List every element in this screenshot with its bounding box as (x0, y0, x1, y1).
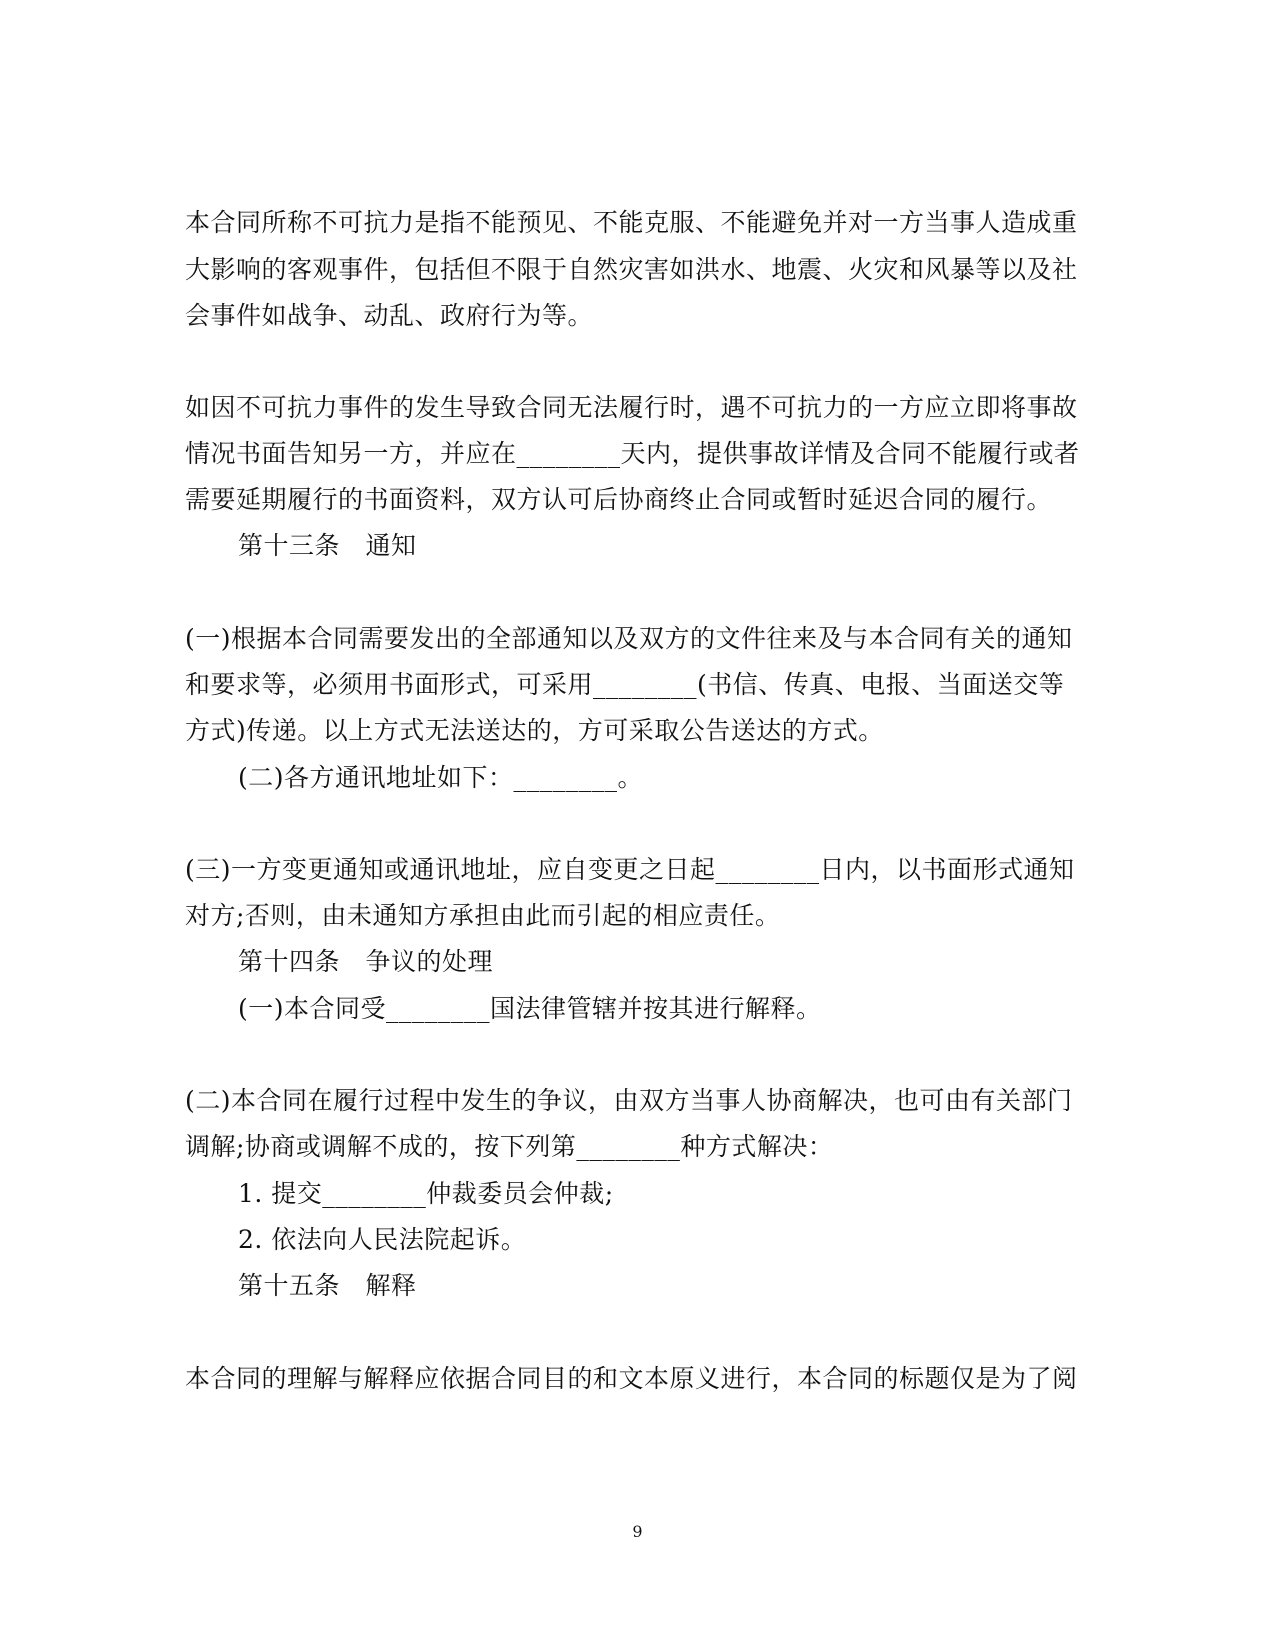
page-number: 9 (632, 1522, 643, 1541)
article-heading: 第十四条 争议的处理 (238, 947, 494, 976)
paragraph-line: (二)本合同在履行过程中发生的争议，由双方当事人协商解决，也可由有关部门 (185, 1086, 1073, 1115)
paragraph-line: 需要延期履行的书面资料，双方认可后协商终止合同或暂时延迟合同的履行。 (185, 485, 1053, 514)
article-heading: 第十五条 解释 (238, 1271, 417, 1300)
paragraph-line: 大影响的客观事件，包括但不限于自然灾害如洪水、地震、火灾和风暴等以及社 (185, 255, 1078, 284)
paragraph-line: 2. 依法向人民法院起诉。 (238, 1225, 527, 1254)
paragraph-line: 方式)传递。以上方式无法送达的，方可采取公告送达的方式。 (185, 716, 884, 745)
paragraph-line: 本合同所称不可抗力是指不能预见、不能克服、不能避免并对一方当事人造成重 (185, 208, 1078, 237)
paragraph-line: 调解;协商或调解不成的，按下列第________种方式解决： (185, 1132, 834, 1161)
paragraph-line: 1. 提交________仲裁委员会仲裁; (238, 1179, 614, 1208)
paragraph-line: (三)一方变更通知或通讯地址，应自变更之日起________日内，以书面形式通知 (185, 855, 1075, 884)
paragraph-line: (一)根据本合同需要发出的全部通知以及双方的文件往来及与本合同有关的通知 (185, 624, 1073, 653)
paragraph-line: 会事件如战争、动乱、政府行为等。 (185, 301, 594, 330)
paragraph-line: 如因不可抗力事件的发生导致合同无法履行时，遇不可抗力的一方应立即将事故 (185, 393, 1078, 422)
paragraph-line: (二)各方通讯地址如下：________。 (238, 763, 644, 792)
paragraph-line: 和要求等，必须用书面形式，可采用________(书信、传真、电报、当面送交等 (185, 670, 1065, 699)
paragraph-line: 本合同的理解与解释应依据合同目的和文本原义进行，本合同的标题仅是为了阅 (185, 1364, 1078, 1393)
article-heading: 第十三条 通知 (238, 531, 417, 560)
paragraph-line: 情况书面告知另一方，并应在________天内，提供事故详情及合同不能履行或者 (185, 439, 1080, 468)
paragraph-line: (一)本合同受________国法律管辖并按其进行解释。 (238, 994, 822, 1023)
paragraph-line: 对方;否则，由未通知方承担由此而引起的相应责任。 (185, 901, 781, 930)
